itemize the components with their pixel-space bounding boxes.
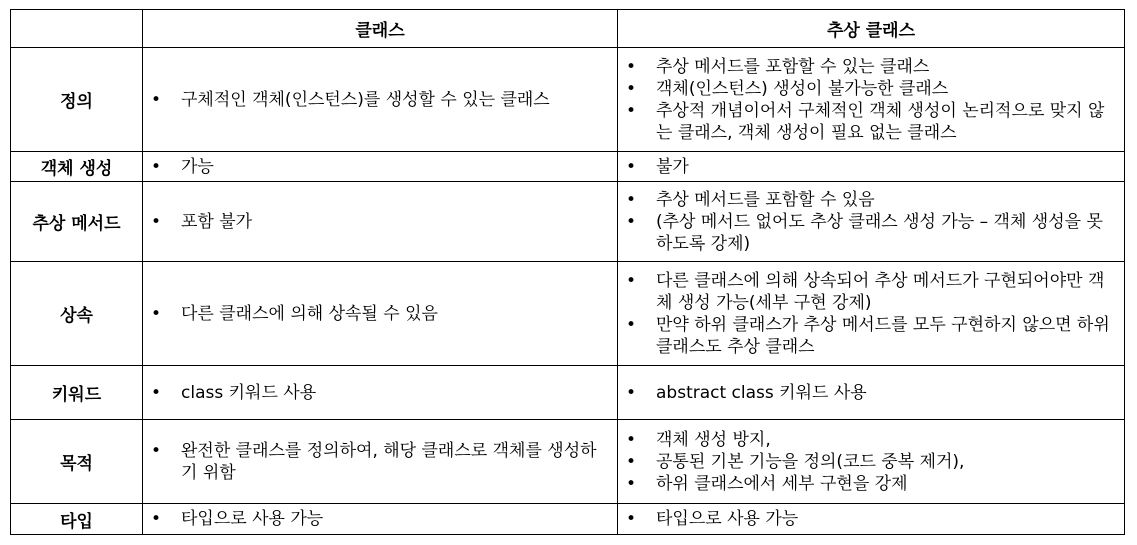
list-item: • 객체 생성 방지, — [626, 429, 1118, 451]
table-row-definition — [11, 48, 1125, 152]
list-item: • 추상 메서드를 포함할 수 있는 클래스 — [626, 56, 1118, 78]
list-item: • 타입으로 사용 가능 — [626, 508, 1118, 530]
abstract-cell — [618, 420, 1125, 504]
header-corner — [11, 10, 143, 48]
row-label: 목적 — [11, 420, 143, 504]
row-label: 타입 — [11, 504, 143, 535]
class-cell — [143, 420, 618, 504]
list-item: • 객체(인스턴스) 생성이 불가능한 클래스 — [626, 78, 1118, 100]
abstract-cell — [618, 48, 1125, 152]
row-label: 정의 — [11, 48, 143, 152]
list-item: • 타입으로 사용 가능 — [151, 508, 611, 530]
list-item: • 완전한 클래스를 정의하여, 해당 클래스로 객체를 생성하기 위함 — [151, 440, 611, 484]
list-item: • 불가 — [626, 156, 1118, 178]
list-item: • abstract class 키워드 사용 — [626, 382, 1118, 404]
abstract-cell — [618, 152, 1125, 182]
row-label: 키워드 — [11, 366, 143, 420]
list-item: • 포함 불가 — [151, 211, 611, 233]
list-item: • 만약 하위 클래스가 추상 메서드를 모두 구현하지 않으면 하위 클래스도 추상 클래스 — [626, 314, 1118, 358]
header-row — [11, 10, 1125, 48]
abstract-cell — [618, 182, 1125, 262]
comparison-table — [10, 9, 1125, 535]
table-row-keyword — [11, 366, 1125, 420]
list-item: • 다른 클래스에 의해 상속될 수 있음 — [151, 303, 611, 325]
table-row-abstract-method — [11, 182, 1125, 262]
abstract-cell — [618, 262, 1125, 366]
table-row-type — [11, 504, 1125, 535]
header-abstract-class: 추상 클래스 — [618, 10, 1125, 48]
list-item: • 공통된 기본 기능을 정의(코드 중복 제거), — [626, 451, 1118, 473]
list-item: • 다른 클래스에 의해 상속되어 추상 메서드가 구현되어야만 객체 생성 가능(세부 구현 강제) — [626, 270, 1118, 314]
list-item: • (추상 메서드 없어도 추상 클래스 생성 가능 – 객체 생성을 못하도록 강제) — [626, 211, 1118, 255]
table-row-purpose — [11, 420, 1125, 504]
row-label: 상속 — [11, 262, 143, 366]
list-item: • 구체적인 객체(인스턴스)를 생성할 수 있는 클래스 — [151, 89, 611, 111]
list-item: • class 키워드 사용 — [151, 382, 611, 404]
row-label: 객체 생성 — [11, 152, 143, 182]
class-cell — [143, 48, 618, 152]
list-item: • 추상 메서드를 포함할 수 있음 — [626, 189, 1118, 211]
class-cell — [143, 262, 618, 366]
table-row-object-creation — [11, 152, 1125, 182]
class-cell — [143, 152, 618, 182]
class-cell — [143, 366, 618, 420]
list-item: • 추상적 개념이어서 구체적인 객체 생성이 논리적으로 맞지 않는 클래스, 객체 생성이 필요 없는 클래스 — [626, 100, 1118, 144]
list-item: • 하위 클래스에서 세부 구현을 강제 — [626, 473, 1118, 495]
class-cell — [143, 182, 618, 262]
abstract-cell — [618, 366, 1125, 420]
row-label: 추상 메서드 — [11, 182, 143, 262]
header-class: 클래스 — [143, 10, 618, 48]
table-row-inheritance — [11, 262, 1125, 366]
list-item: • 가능 — [151, 156, 611, 178]
abstract-cell — [618, 504, 1125, 535]
class-cell — [143, 504, 618, 535]
